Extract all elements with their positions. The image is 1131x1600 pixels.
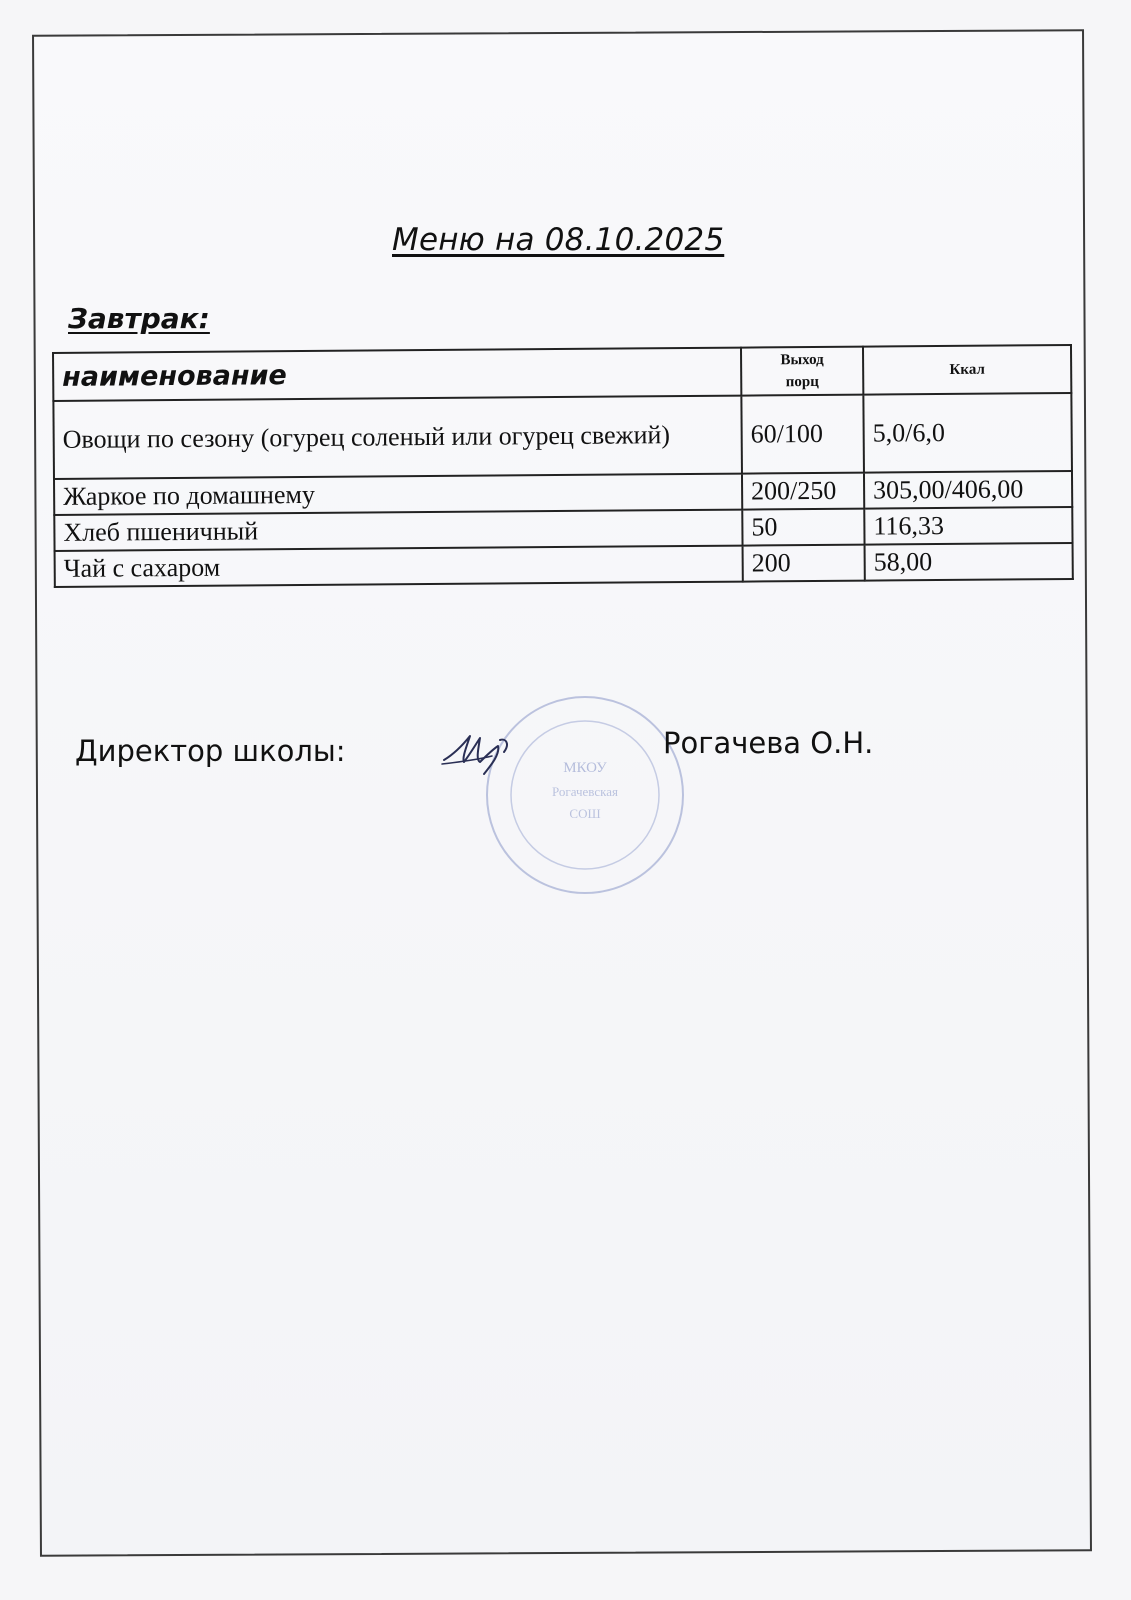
- dish-name: Овощи по сезону (огурец соленый или огурец свежий): [53, 396, 742, 479]
- document-title: Меню на 08.10.2025: [392, 222, 725, 258]
- portion-output: 200: [743, 545, 865, 582]
- column-header-output: [741, 347, 863, 396]
- dish-name: Чай с сахаром: [55, 546, 743, 587]
- column-header-output-line2: порц: [785, 373, 819, 391]
- table-header-row: [53, 345, 1071, 401]
- kcal-value: 116,33: [864, 507, 1072, 545]
- portion-output: 50: [742, 509, 864, 546]
- signature-label: Директор школы:: [75, 734, 346, 768]
- portion-output: 200/250: [742, 473, 864, 510]
- column-header-output-line1: Выход: [780, 351, 824, 369]
- kcal-value: 305,00/406,00: [864, 471, 1072, 509]
- stamp-line-2: Рогачевская: [552, 784, 618, 799]
- kcal-value: 58,00: [865, 543, 1073, 581]
- stamp-line-3: СОШ: [569, 806, 601, 821]
- portion-output: 60/100: [741, 395, 864, 474]
- menu-table: [52, 344, 1074, 588]
- dish-name: Хлеб пшеничный: [54, 510, 742, 551]
- section-heading: Завтрак:: [68, 302, 210, 335]
- signature-block: [75, 726, 975, 774]
- kcal-value: 5,0/6,0: [863, 393, 1072, 473]
- signatory-name: Рогачева О.Н.: [663, 726, 874, 760]
- table-row: [55, 543, 1073, 587]
- stamp-line-1: МКОУ: [563, 760, 607, 776]
- column-header-name: наименование: [53, 348, 741, 401]
- table-row: [53, 393, 1072, 479]
- column-header-kcal: Ккал: [863, 345, 1071, 395]
- dish-name: Жаркое по домашнему: [54, 474, 742, 515]
- official-stamp: [480, 690, 690, 900]
